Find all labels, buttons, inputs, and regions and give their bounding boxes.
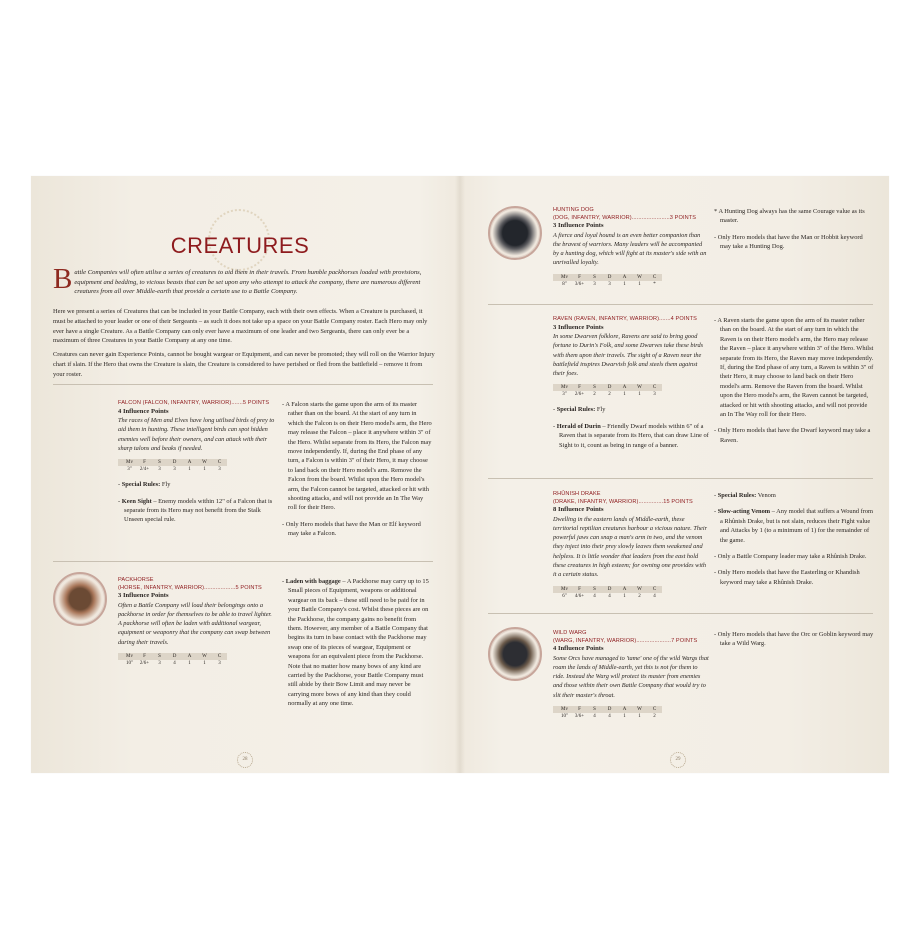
creature-points: 4 POINTS (670, 316, 697, 322)
creature-header: (DRAKE, INFANTRY, WARRIOR)...............15 POINTS (553, 498, 693, 505)
stat-value: 1 (623, 281, 626, 287)
stat-value: 3 (218, 660, 221, 666)
stat-value: 2/6+ (139, 660, 150, 666)
stat-value: 1 (623, 392, 626, 398)
stat-header: W (632, 384, 647, 391)
stat-value: 3 (173, 467, 176, 473)
stat-header: W (632, 274, 647, 281)
creature-entry-rhunish-drake (553, 491, 709, 600)
stat-header: S (587, 706, 602, 713)
rule-item: - Only Hero models that have the Dwarf keyword may take a Raven. (714, 427, 871, 444)
flavor-text: Some Orcs have managed to 'tame' one of the wild Wargs that roam the lands of Middle-earth, yet this is not for them to ride. Instead the Warg will protect its master from enemies and those within their own Battle Company that would try to slit their master's throat. (553, 654, 709, 699)
creature-header: FALCON (FALCON, INFANTRY, WARRIOR).......5 POINTS (118, 400, 270, 406)
influence-points: 3 Influence Points (553, 323, 604, 331)
creature-name: FALCON (118, 400, 141, 406)
stat-value: 3/6+ (574, 281, 585, 287)
creature-keywords: (DOG, INFANTRY, WARRIOR) (553, 214, 632, 221)
stat-header: C (647, 384, 662, 391)
stat-value: 3 (218, 467, 221, 473)
creature-name: HUNTING DOG (553, 207, 594, 213)
rule-item: - Special Rules: Venom (714, 492, 776, 499)
creature-keywords: (FALCON, INFANTRY, WARRIOR) (142, 400, 232, 406)
stat-header: S (587, 586, 602, 593)
rule-item: - Special Rules: Fly (118, 481, 171, 489)
stat-header: C (212, 653, 227, 660)
stat-value: 2/6+ (574, 392, 585, 398)
rule-item: - Special Rules: Fly (553, 406, 606, 414)
flavor-text: A fierce and loyal hound is an even better companion than the bravest of warriors. Many leaders will be accompanied by a hunting dog, which will fight at its master's side with an unrivalled loyalty. (553, 231, 707, 267)
drop-cap: B (53, 263, 73, 295)
influence-points: 8 Influence Points (553, 506, 604, 513)
stat-value: 4 (608, 593, 611, 599)
stat-header: F (572, 586, 587, 593)
stat-value: 1 (638, 281, 641, 287)
creature-name: RAVEN (553, 316, 573, 322)
stat-table (553, 274, 662, 288)
creature-header: (WARG, INFANTRY, WARRIOR).....................7 POINTS (553, 637, 698, 644)
stat-value: 1 (188, 660, 191, 666)
creature-points: 3 POINTS (669, 214, 697, 221)
rule-item: * A Hunting Dog always has the same Courage value as its master. (714, 208, 865, 225)
stat-header: F (137, 459, 152, 466)
stat-header: D (602, 706, 617, 713)
flavor-text: Often a Battle Company will load their belongings onto a packhorse in order for themselves to be able to travel lighter. A packhorse will often be laden with additional wargear, equipment or weaponry that the company can swap between during their travels. (118, 601, 272, 646)
stat-header: A (182, 653, 197, 660)
flavor-text: The races of Men and Elves have long utilised birds of prey to aid them in hunting. These intelligent birds can spot hidden enemies well before their owners, and can attack with their sharp talons and beaks if needed. (118, 417, 275, 452)
influence-points: 4 Influence Points (118, 407, 169, 415)
stat-value: 10" (560, 713, 569, 719)
stat-table (118, 459, 227, 473)
stat-value: 2 (593, 392, 596, 398)
page-number-right: 29 (670, 752, 686, 768)
divider (53, 561, 433, 562)
rule-item: - Only Hero models that have the Orc or Goblin keyword may take a Wild Warg. (714, 631, 874, 648)
stat-value: 3" (562, 392, 567, 398)
stat-value: 2 (653, 713, 656, 719)
rule-item: - A Raven starts the game upon the arm of its master rather than on the board. At the start of any turn in which the Raven is on their Hero model's arm, the Hero may release the Raven – place it anywhere within 3" of the Hero. Whilst separate from its Hero, the Raven may move independently. If, during the End phase of any turn, a Raven is within 3" of their Hero, it may choose to land back on their Hero model's arm. Remove the Raven from the board. Whilst upon the Hero model's arm, the Raven cannot be targeted, attacked or hit with shooting attacks, and will not provide an In The Way roll for their Hero. (714, 317, 874, 419)
rules-list (553, 405, 709, 450)
creature-keywords: (RAVEN, INFANTRY, WARRIOR) (574, 316, 660, 322)
hunting-dog-rules-column (714, 207, 874, 259)
stat-header: D (167, 653, 182, 660)
creature-entry-hunting-dog (553, 207, 709, 288)
intro-paragraph (53, 263, 431, 297)
stat-value: 4 (593, 713, 596, 719)
stat-value: 3/6+ (574, 713, 585, 719)
creature-name: WILD WARG (553, 630, 587, 636)
influence-points: 3 Influence Points (118, 592, 169, 599)
stat-header: S (587, 384, 602, 391)
stat-header: C (212, 459, 227, 466)
stat-header: C (647, 706, 662, 713)
intro-text: attle Companies will often utilise a series of creatures to aid them in their travels. From humble packhorses loaded with provisions, equipment and bedding, to vicious beasts that can be set upon any who attempt to attack the company, there are numerous different creatures from all over Middle-earth that provide a certain use to a Battle Company. (74, 269, 422, 296)
page-title: CREATURES (170, 232, 310, 258)
stat-header: C (647, 586, 662, 593)
stat-header: W (197, 653, 212, 660)
creature-header: (HORSE, INFANTRY, WARRIOR)...................5 POINTS (118, 584, 262, 591)
stat-header: W (197, 459, 212, 466)
stat-table (553, 384, 662, 398)
creature-header: RAVEN (RAVEN, INFANTRY, WARRIOR).......4 POINTS (553, 316, 697, 322)
stat-table (553, 706, 662, 720)
stat-value: 1 (638, 392, 641, 398)
stat-value: 4/6+ (574, 593, 585, 599)
rule-item: - Herald of Durin – Friendly Dwarf models within 6" of a Raven that is separate from its Hero, that can draw Line of Sight to it, count as being in range of a banner. (553, 422, 709, 449)
stat-value: 3" (127, 467, 132, 473)
stat-value: 3 (158, 660, 161, 666)
stat-header: W (632, 586, 647, 593)
body-paragraph: Creatures can never gain Experience Points, cannot be bought wargear or Equipment, and can never be promoted; they will roll on the Warrior Injury chart if slain. If the Hero that owns the Creature is slain, the Creature is considered to have perished or fled from the battlefield – remove it from your roster. (53, 351, 435, 378)
stat-value: 1 (203, 660, 206, 666)
rule-item: - Only Hero models that have the Man or Elf keyword may take a Falcon. (282, 520, 421, 538)
stat-value: 10" (125, 660, 134, 666)
creature-keywords: (WARG, INFANTRY, WARRIOR) (553, 637, 637, 644)
hunting-dog-portrait (488, 206, 542, 260)
stat-value: 4 (653, 593, 656, 599)
creature-entry-packhorse (118, 577, 276, 667)
rule-item: - A Falcon starts the game upon the arm of its master rather than on the board. At the start of any turn in which the Falcon is on their Hero model's arm, the Hero may release the Falcon – place it anywhere within 3" of the Hero. Whilst separate from its Hero, the Falcon may move independently. If, during the End phase of any turn, a Falcon is within 3" of their Hero, it may choose to land back on their Hero model's arm. Remove the Falcon from the board. Whilst upon the Hero model's arm, the Falcon cannot be targeted, attacked or hit with shooting attacks, and will not provide an In The Way roll for their Hero. (282, 401, 432, 512)
stat-header: A (617, 384, 632, 391)
rule-item: - Only a Battle Company leader may take a Rhûnish Drake. (714, 553, 867, 561)
stat-header: F (572, 706, 587, 713)
falcon-rules-column (282, 400, 432, 546)
stat-value: 1 (623, 593, 626, 599)
stat-value: 4 (593, 593, 596, 599)
creature-points: 7 POINTS (671, 637, 698, 644)
stat-table (118, 653, 227, 667)
stat-value: * (653, 281, 656, 287)
stat-value: 3 (653, 392, 656, 398)
stat-header: D (602, 274, 617, 281)
stat-header: A (182, 459, 197, 466)
stat-header: Mv (553, 274, 572, 281)
stat-value: 2 (608, 392, 611, 398)
rule-item: - Keen Sight – Enemy models within 12" of a Falcon that is separate from its Hero may not benefit from the Stalk Unseen special rule. (118, 497, 273, 524)
rhunish-drake-rules-column (714, 491, 874, 594)
stat-value: 1 (203, 467, 206, 473)
creature-entry-raven (553, 316, 709, 457)
divider (53, 384, 433, 385)
stat-value: 3 (593, 281, 596, 287)
divider (488, 478, 873, 479)
stat-header: S (152, 459, 167, 466)
influence-points: 4 Influence Points (553, 645, 604, 652)
stat-header: F (137, 653, 152, 660)
wild-warg-portrait (488, 627, 542, 681)
divider (488, 613, 873, 614)
stat-value: 4 (173, 660, 176, 666)
packhorse-rules-column (282, 577, 432, 716)
stat-header: C (647, 274, 662, 281)
stat-header: Mv (553, 586, 572, 593)
stat-value: 2/4+ (139, 467, 150, 473)
creature-points: 5 POINTS (242, 400, 270, 406)
stat-value: 1 (188, 467, 191, 473)
divider (488, 304, 873, 305)
wild-warg-rules-column (714, 630, 874, 656)
flavor-text: Dwelling in the eastern lands of Middle-earth, these territorial reptilian creatures harbour a vicious nature. Their powerful jaws can snap a man's arm in two, and the venom they inject into their prey slowly leaves them weakened and helpless. It is little wonder that leaders from the east hold these creatures in high esteem; for owning one provides with it a certain status. (553, 515, 708, 579)
stat-value: 1 (638, 713, 641, 719)
rule-item: - Only Hero models that have the Man or Hobbit keyword may take a Hunting Dog. (714, 233, 863, 251)
stat-value: 3 (608, 281, 611, 287)
stat-header: F (572, 384, 587, 391)
page-number-left: 28 (237, 752, 253, 768)
stat-header: D (167, 459, 182, 466)
creature-entry-falcon (118, 400, 276, 532)
rules-list (118, 480, 276, 525)
stat-header: Mv (553, 706, 572, 713)
creature-keywords: (HORSE, INFANTRY, WARRIOR) (118, 584, 205, 591)
creature-keywords: (DRAKE, INFANTRY, WARRIOR) (553, 498, 639, 505)
raven-rules-column (714, 316, 874, 452)
creature-entry-wild-warg (553, 630, 709, 720)
influence-points: 3 Influence Points (553, 222, 604, 229)
stat-value: 3 (158, 467, 161, 473)
stat-header: D (602, 586, 617, 593)
stat-value: 4 (608, 713, 611, 719)
stat-header: A (617, 706, 632, 713)
stat-header: Mv (553, 384, 572, 391)
stat-header: S (152, 653, 167, 660)
rule-item: - Only Hero models that have the Easterling or Khandish keyword may take a Rhûnish Drake. (714, 569, 860, 586)
creature-header: (DOG, INFANTRY, WARRIOR).......................3 POINTS (553, 214, 697, 221)
stat-value: 1 (623, 713, 626, 719)
stat-header: D (602, 384, 617, 391)
body-paragraph: Here we present a series of Creatures that can be included in your Battle Company, each with their own effects. When a Creature is purchased, it must be attached to your leader or one of their Sergeants – as such it does not take up a space on your Battle Company roster. Each Hero may only ever have a single Creature. As a Battle Company can only ever have a maximum of one leader and two Sergeants, there can only ever be a maximum of three Creatures in your Battle Company at any one time. (53, 308, 428, 345)
gutter (455, 176, 465, 773)
flavor-text: In some Dwarven folklore, Ravens are said to bring good fortune to Durin's Folk, and some Dwarves take these birds with them upon their travels. The sight of a Raven near the battlefield inspires Dwarvish folk and steels them against their foes. (553, 333, 704, 378)
stat-value: 2 (638, 593, 641, 599)
rule-item: - Laden with baggage – A Packhorse may carry up to 15 Small pieces of Equipment, weapons or additional wargear on its back – these still need to be paid for in your Battle Company's cost. Whilst these pieces are on the Packhorse, the company gains no benefit from them. However, any member of a Battle Company that begins its turn in base contact with the Packhorse may swap one of its pieces of wargear, Equipment or weapons for an equivalent piece from the Packhorse. Note that no matter how many bows of any kind are carried by the Packhorse, your Battle Company must still abide by their Bow Limit and may never be carrying more bows of any kind than they could normally at any one time. (282, 578, 429, 708)
creature-name: RHÛNISH DRAKE (553, 491, 601, 497)
stat-header: A (617, 586, 632, 593)
stat-value: 6" (562, 593, 567, 599)
stat-header: A (617, 274, 632, 281)
stat-table (553, 586, 662, 600)
packhorse-portrait (53, 572, 107, 626)
creature-name: PACKHORSE (118, 577, 154, 583)
stat-header: F (572, 274, 587, 281)
stat-header: Mv (118, 653, 137, 660)
stat-header: Mv (118, 459, 137, 466)
stat-value: 8" (562, 281, 567, 287)
stat-header: W (632, 706, 647, 713)
creature-points: 5 POINTS (235, 584, 262, 591)
stat-header: S (587, 274, 602, 281)
rule-item: - Slow-acting Venom – Any model that suffers a Wound from a Rhûnish Drake, but is not slain, reduces their Fight value and Attacks by 1 (to a minimum of 1) for the remainder of the game. (714, 508, 874, 544)
creature-points: 15 POINTS (663, 498, 693, 505)
